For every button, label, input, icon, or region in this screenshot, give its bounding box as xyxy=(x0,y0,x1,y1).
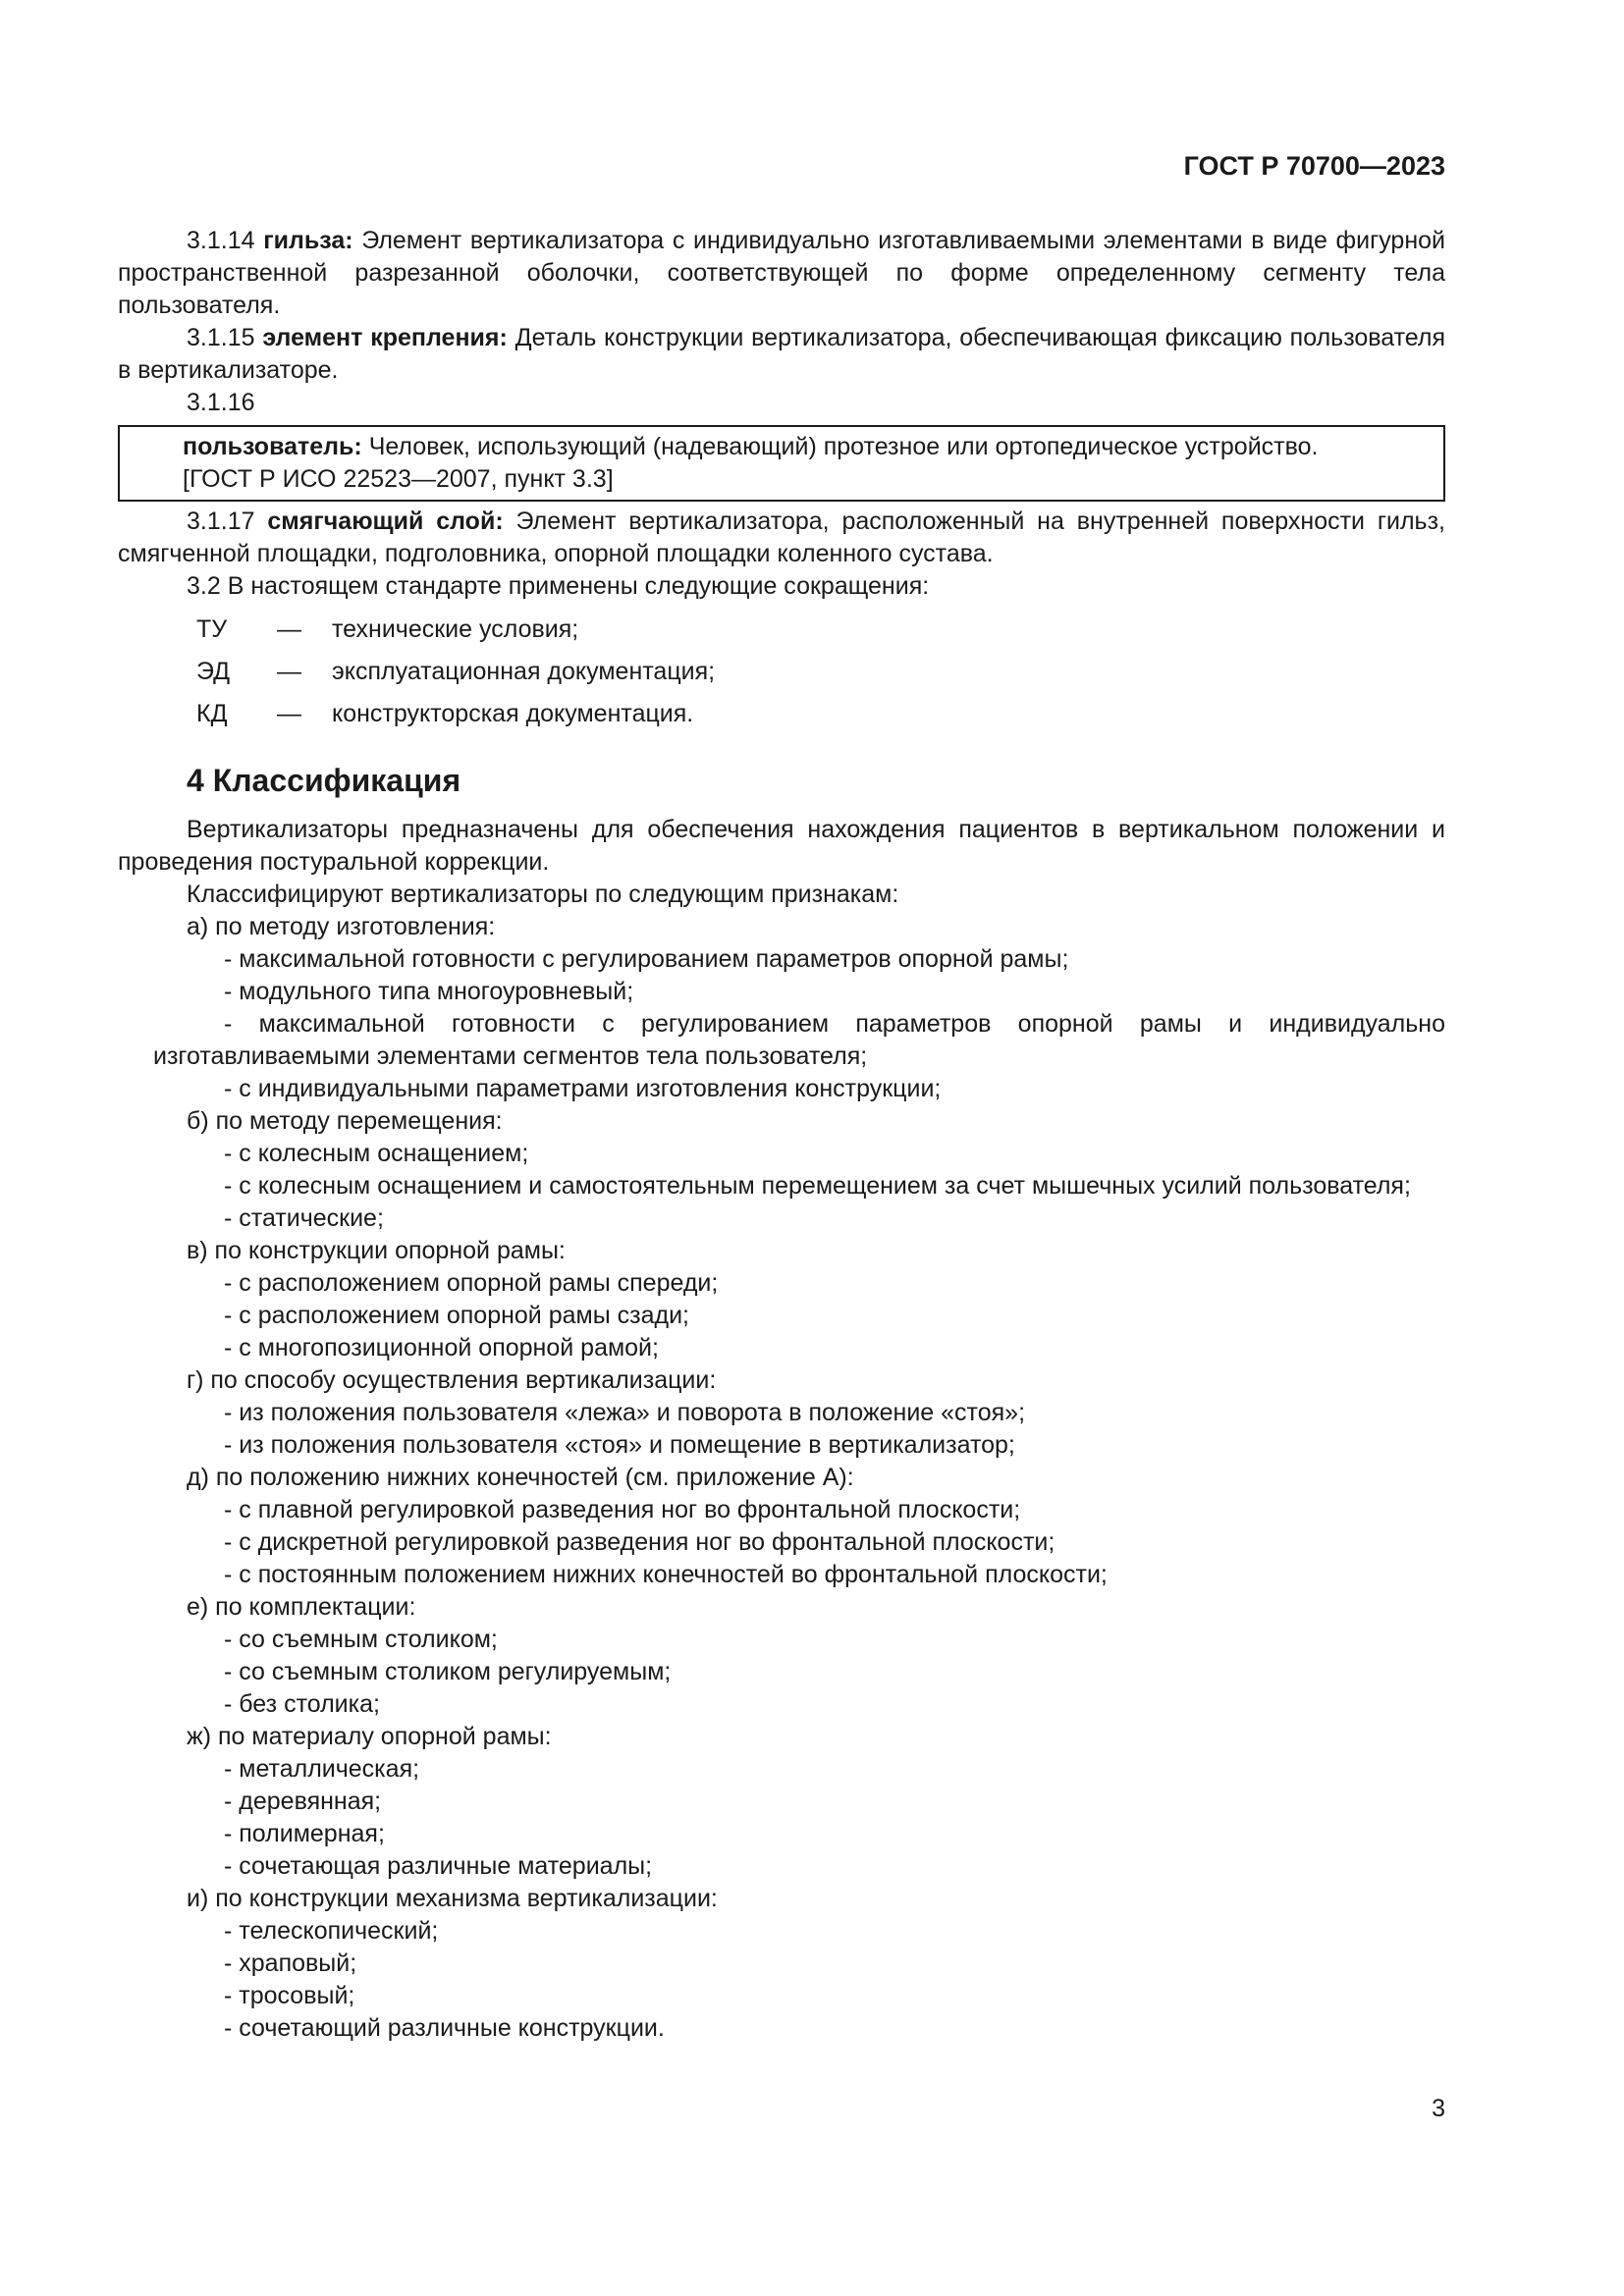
classification-item: - с многопозиционной опорной рамой; xyxy=(224,1334,659,1362)
term-definition: Элемент вертикализатора с индивидуально изготавливаемыми элементами в виде фигурной пространственной разрезанной оболочки, соответствующей по форме определенному сегменту тела пользователя. xyxy=(118,227,1445,319)
classification-item: - с колесным оснащением и самостоятельным перемещением за счет мышечных усилий пользователя; xyxy=(224,1172,1411,1200)
classification-item: - сочетающая различные материалы; xyxy=(224,1852,653,1880)
abbreviations-list xyxy=(118,609,1445,735)
document-body xyxy=(118,225,1445,2045)
classification-item: - с дискретной регулировкой разведения ног во фронтальной плоскости; xyxy=(224,1528,1056,1556)
term-definition: Деталь конструкции вертикализатора, обеспечивающая фиксацию пользователя в вертикализаторе. xyxy=(118,324,1445,384)
abbreviation-text: конструкторская документация. xyxy=(332,700,694,727)
term-name: элемент крепления: xyxy=(262,324,508,351)
classification-item: - из положения пользователя «лежа» и поворота в положение «стоя»; xyxy=(224,1399,1026,1426)
section-title: 4 Классификация xyxy=(187,763,461,798)
classification-item: - статические; xyxy=(224,1204,384,1232)
classification-item: - с расположением опорной рамы спереди; xyxy=(224,1269,719,1297)
classification-group-label: а) по методу изготовления: xyxy=(187,913,496,940)
term-3-1-16-box xyxy=(118,425,1445,502)
standard-header: ГОСТ Р 70700—2023 xyxy=(1183,151,1445,181)
classification-item: - модульного типа многоуровневый; xyxy=(224,978,634,1005)
classification-group-label: г) по способу осуществления вертикализации: xyxy=(187,1366,717,1394)
classification-item: - металлическая; xyxy=(224,1755,420,1783)
term-number: 3.1.17 xyxy=(187,507,255,535)
abbreviations-intro: 3.2 В настоящем стандарте применены следующие сокращения: xyxy=(187,572,930,600)
term-definition: Человек, использующий (надевающий) протезное или ортопедическое устройство. xyxy=(361,433,1319,460)
classification-group-label: и) по конструкции механизма вертикализации: xyxy=(187,1885,718,1912)
classification-item: - со съемным столиком регулируемым; xyxy=(224,1658,672,1685)
classification-item: - без столика; xyxy=(224,1690,380,1718)
abbreviation-code: КД xyxy=(196,700,228,727)
term-3-1-16 xyxy=(183,431,1434,463)
classification-item: - деревянная; xyxy=(224,1788,382,1815)
classification-item: - храповый; xyxy=(224,1949,357,1977)
term-name: смягчающий слой: xyxy=(267,507,504,535)
term-reference: [ГОСТ Р ИСО 22523—2007, пункт 3.3] xyxy=(183,465,614,493)
abbreviation-code: ЭД xyxy=(196,658,231,685)
term-number: 3.1.15 xyxy=(187,324,255,351)
page-number: 3 xyxy=(1432,2095,1445,2122)
section-paragraph: Классифицируют вертикализаторы по следующим признакам: xyxy=(187,881,899,908)
classification-item: - полимерная; xyxy=(224,1820,385,1847)
classification-item: - с колесным оснащением; xyxy=(224,1140,529,1167)
classification-list xyxy=(118,911,1445,2045)
abbreviation-dash: — xyxy=(277,615,301,643)
classification-item: - из положения пользователя «стоя» и помещение в вертикализатор; xyxy=(224,1431,1015,1459)
term-3-1-14 xyxy=(118,225,1445,322)
classification-item: - сочетающий различные конструкции. xyxy=(224,2014,665,2042)
classification-item: - с расположением опорной рамы сзади; xyxy=(224,1302,689,1329)
abbreviation-row xyxy=(118,693,1445,735)
term-3-1-16-number: 3.1.16 xyxy=(187,389,255,416)
abbreviation-text: технические условия; xyxy=(332,615,579,643)
classification-item: - с индивидуальными параметрами изготовления конструкции; xyxy=(224,1075,942,1102)
classification-item: - максимальной готовности с регулированием параметров опорной рамы и индивидуально изготавливаемыми элементами сегментов тела пользователя; xyxy=(153,1010,1445,1070)
abbreviation-dash: — xyxy=(277,658,301,685)
abbreviation-row xyxy=(118,651,1445,693)
term-name: пользователь: xyxy=(183,433,362,460)
abbreviation-text: эксплуатационная документация; xyxy=(332,658,716,685)
classification-item: - с плавной регулировкой разведения ног во фронтальной плоскости; xyxy=(224,1496,1021,1523)
classification-group-label: б) по методу перемещения: xyxy=(187,1107,503,1135)
abbreviation-dash: — xyxy=(277,700,301,727)
classification-group-label: в) по конструкции опорной рамы: xyxy=(187,1237,566,1264)
classification-group-label: д) по положению нижних конечностей (см. приложение А): xyxy=(187,1464,854,1491)
section-paragraph: Вертикализаторы предназначены для обеспечения нахождения пациентов в вертикальном положении и проведения постуральной коррекции. xyxy=(118,816,1445,876)
term-number: 3.1.14 xyxy=(187,227,255,254)
classification-group-label: е) по комплектации: xyxy=(187,1593,416,1621)
abbreviation-code: ТУ xyxy=(196,615,228,643)
classification-item: - с постоянным положением нижних конечностей во фронтальной плоскости; xyxy=(224,1561,1108,1588)
classification-item: - со съемным столиком; xyxy=(224,1626,498,1653)
abbreviation-row xyxy=(118,609,1445,651)
classification-group-label: ж) по материалу опорной рамы: xyxy=(187,1723,552,1750)
term-3-1-17 xyxy=(118,506,1445,570)
classification-item: - максимальной готовности с регулированием параметров опорной рамы; xyxy=(224,945,1069,973)
term-name: гильза: xyxy=(263,227,353,254)
term-3-1-15 xyxy=(118,322,1445,387)
classification-item: - телескопический; xyxy=(224,1917,439,1945)
term-definition: Элемент вертикализатора, расположенный на внутренней поверхности гильз, смягченной площадки, подголовника, опорной площадки коленного сустава. xyxy=(118,507,1445,567)
classification-item: - тросовый; xyxy=(224,1982,355,2009)
